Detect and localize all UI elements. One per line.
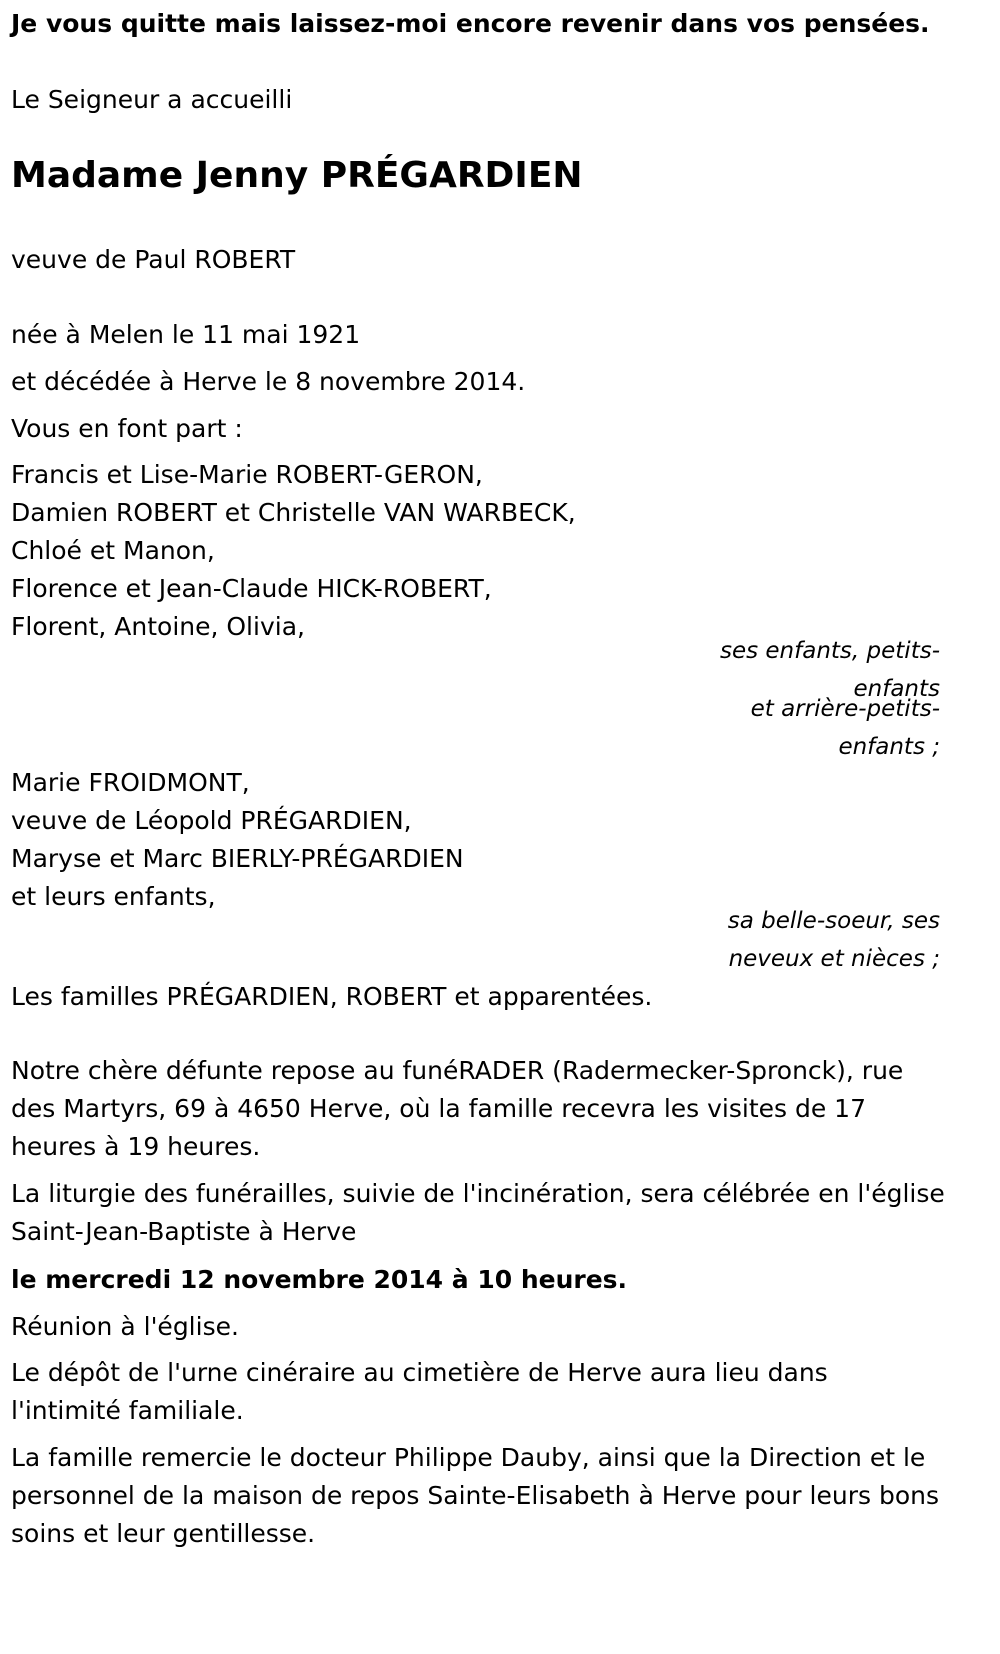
family-list-1	[11, 456, 576, 646]
family-member: veuve de Léopold PRÉGARDIEN,	[11, 806, 412, 835]
urn-paragraph: Le dépôt de l'urne cinéraire au cimetière de Herve aura lieu dans l'intimité familiale.	[11, 1358, 828, 1425]
birth-info: née à Melen le 11 mai 1921	[11, 320, 361, 349]
family-list-2	[11, 764, 464, 916]
deceased-name: Madame Jenny PRÉGARDIEN	[11, 155, 583, 196]
reunion-text: Réunion à l'église.	[11, 1312, 239, 1341]
family-role-2	[710, 902, 940, 978]
family-member: Chloé et Manon,	[11, 536, 215, 565]
family-member: et leurs enfants,	[11, 882, 216, 911]
family-role-1b	[710, 690, 940, 766]
announce-text: Vous en font part :	[11, 414, 243, 443]
thanks-paragraph: La famille remercie le docteur Philippe Dauby, ainsi que la Direction et le personnel de la maison de repos Sainte-Elisabeth à Herve pour leurs bons soins et leur gentillesse.	[11, 1443, 939, 1548]
family-member: Maryse et Marc BIERLY-PRÉGARDIEN	[11, 844, 464, 873]
family-member: Francis et Lise-Marie ROBERT-GERON,	[11, 460, 483, 489]
family-role-line: sa belle-soeur, ses neveux et nièces ;	[727, 908, 940, 972]
family-member: Florent, Antoine, Olivia,	[11, 612, 305, 641]
family-member: Marie FROIDMONT,	[11, 768, 250, 797]
family-member: Damien ROBERT et Christelle VAN WARBECK,	[11, 498, 576, 527]
widow-of: veuve de Paul ROBERT	[11, 245, 296, 274]
repose-paragraph: Notre chère défunte repose au funéRADER (Radermecker-Spronck), rue des Martyrs, 69 à 4650 Herve, où la famille recevra les visites de 17 heures à 19 heures.	[11, 1056, 904, 1161]
death-info: et décédée à Herve le 8 novembre 2014.	[11, 367, 526, 396]
families-text: Les familles PRÉGARDIEN, ROBERT et apparentées.	[11, 982, 653, 1011]
intro-text: Le Seigneur a accueilli	[11, 85, 293, 114]
family-role-line: ses enfants, petits-enfants	[719, 638, 940, 702]
family-role-line: et arrière-petits-enfants ;	[750, 696, 940, 760]
liturgy-paragraph: La liturgie des funérailles, suivie de l'incinération, sera célébrée en l'église Saint-Jean-Baptiste à Herve	[11, 1179, 945, 1246]
epigraph: Je vous quitte mais laissez-moi encore revenir dans vos pensées.	[11, 9, 930, 38]
ceremony-date: le mercredi 12 novembre 2014 à 10 heures.	[11, 1265, 628, 1294]
family-member: Florence et Jean-Claude HICK-ROBERT,	[11, 574, 492, 603]
